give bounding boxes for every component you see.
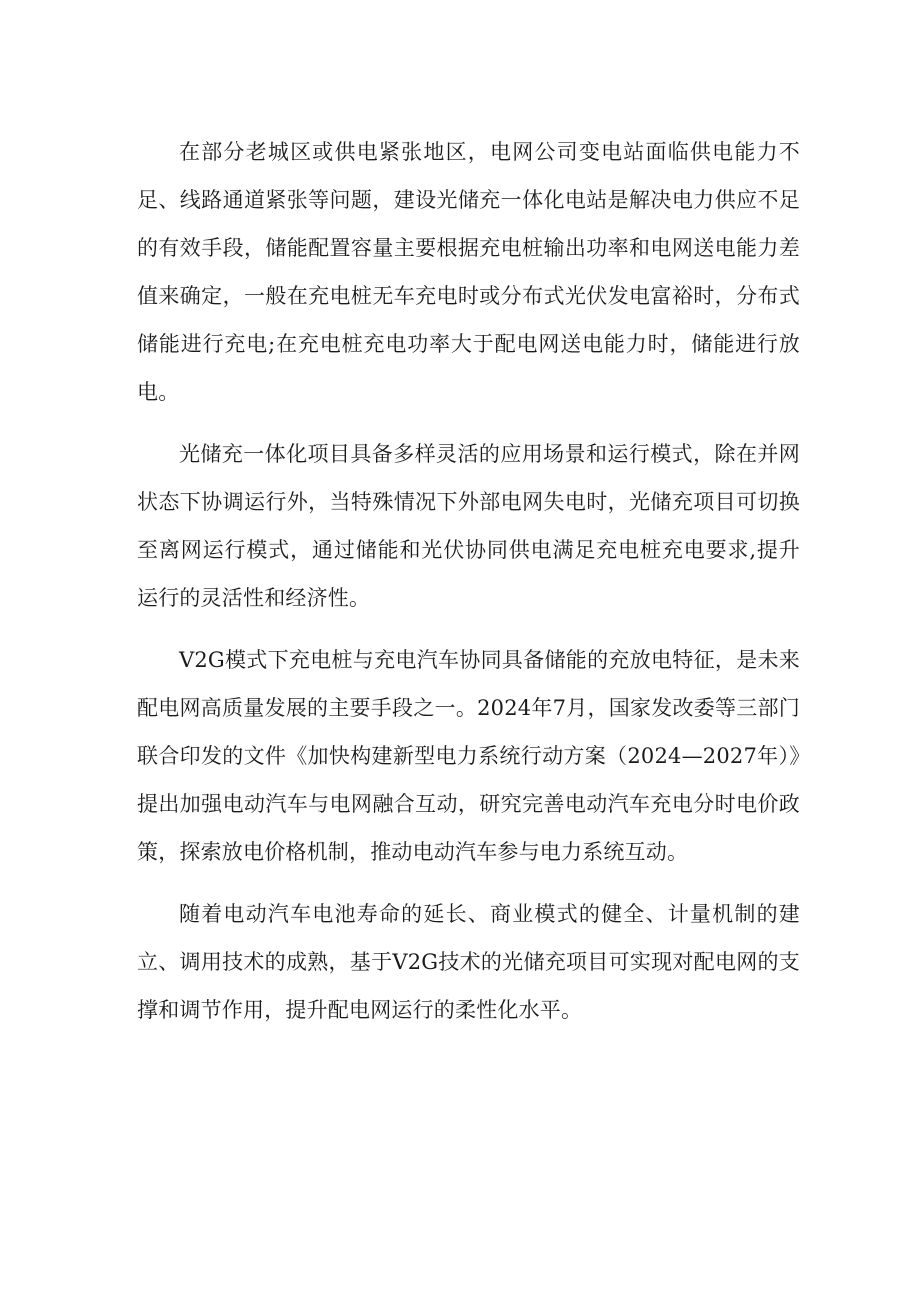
document-body bbox=[137, 128, 800, 1048]
paragraph-4: 随着电动汽车电池寿命的延长、商业模式的健全、计量机制的建立、调用技术的成熟，基于V2G技术的光储充项目可实现对配电网的支撑和调节作用，提升配电网运行的柔性化水平。 bbox=[137, 902, 800, 1022]
paragraph-1: 在部分老城区或供电紧张地区，电网公司变电站面临供电能力不足、线路通道紧张等问题，建设光储充一体化电站是解决电力供应不足的有效手段，储能配置容量主要根据充电桩输出功率和电网送电能力差值来确定，一般在充电桩无车充电时或分布式光伏发电富裕时，分布式储能进行充电;在充电桩充电功率大于配电网送电能力时，储能进行放电。 bbox=[137, 140, 800, 404]
paragraph-2: 光储充一体化项目具备多样灵活的应用场景和运行模式，除在并网状态下协调运行外，当特殊情况下外部电网失电时，光储充项目可切换至离网运行模式，通过储能和光伏协同供电满足充电桩充电要求,提升运行的灵活性和经济性。 bbox=[137, 442, 800, 610]
paragraph-3: V2G模式下充电桩与充电汽车协同具备储能的充放电特征，是未来配电网高质量发展的主要手段之一。2024年7月，国家发改委等三部门联合印发的文件《加快构建新型电力系统行动方案（2024—2027年）》提出加强电动汽车与电网融合互动，研究完善电动汽车充电分时电价政策，探索放电价格机制，推动电动汽车参与电力系统互动。 bbox=[137, 648, 800, 864]
